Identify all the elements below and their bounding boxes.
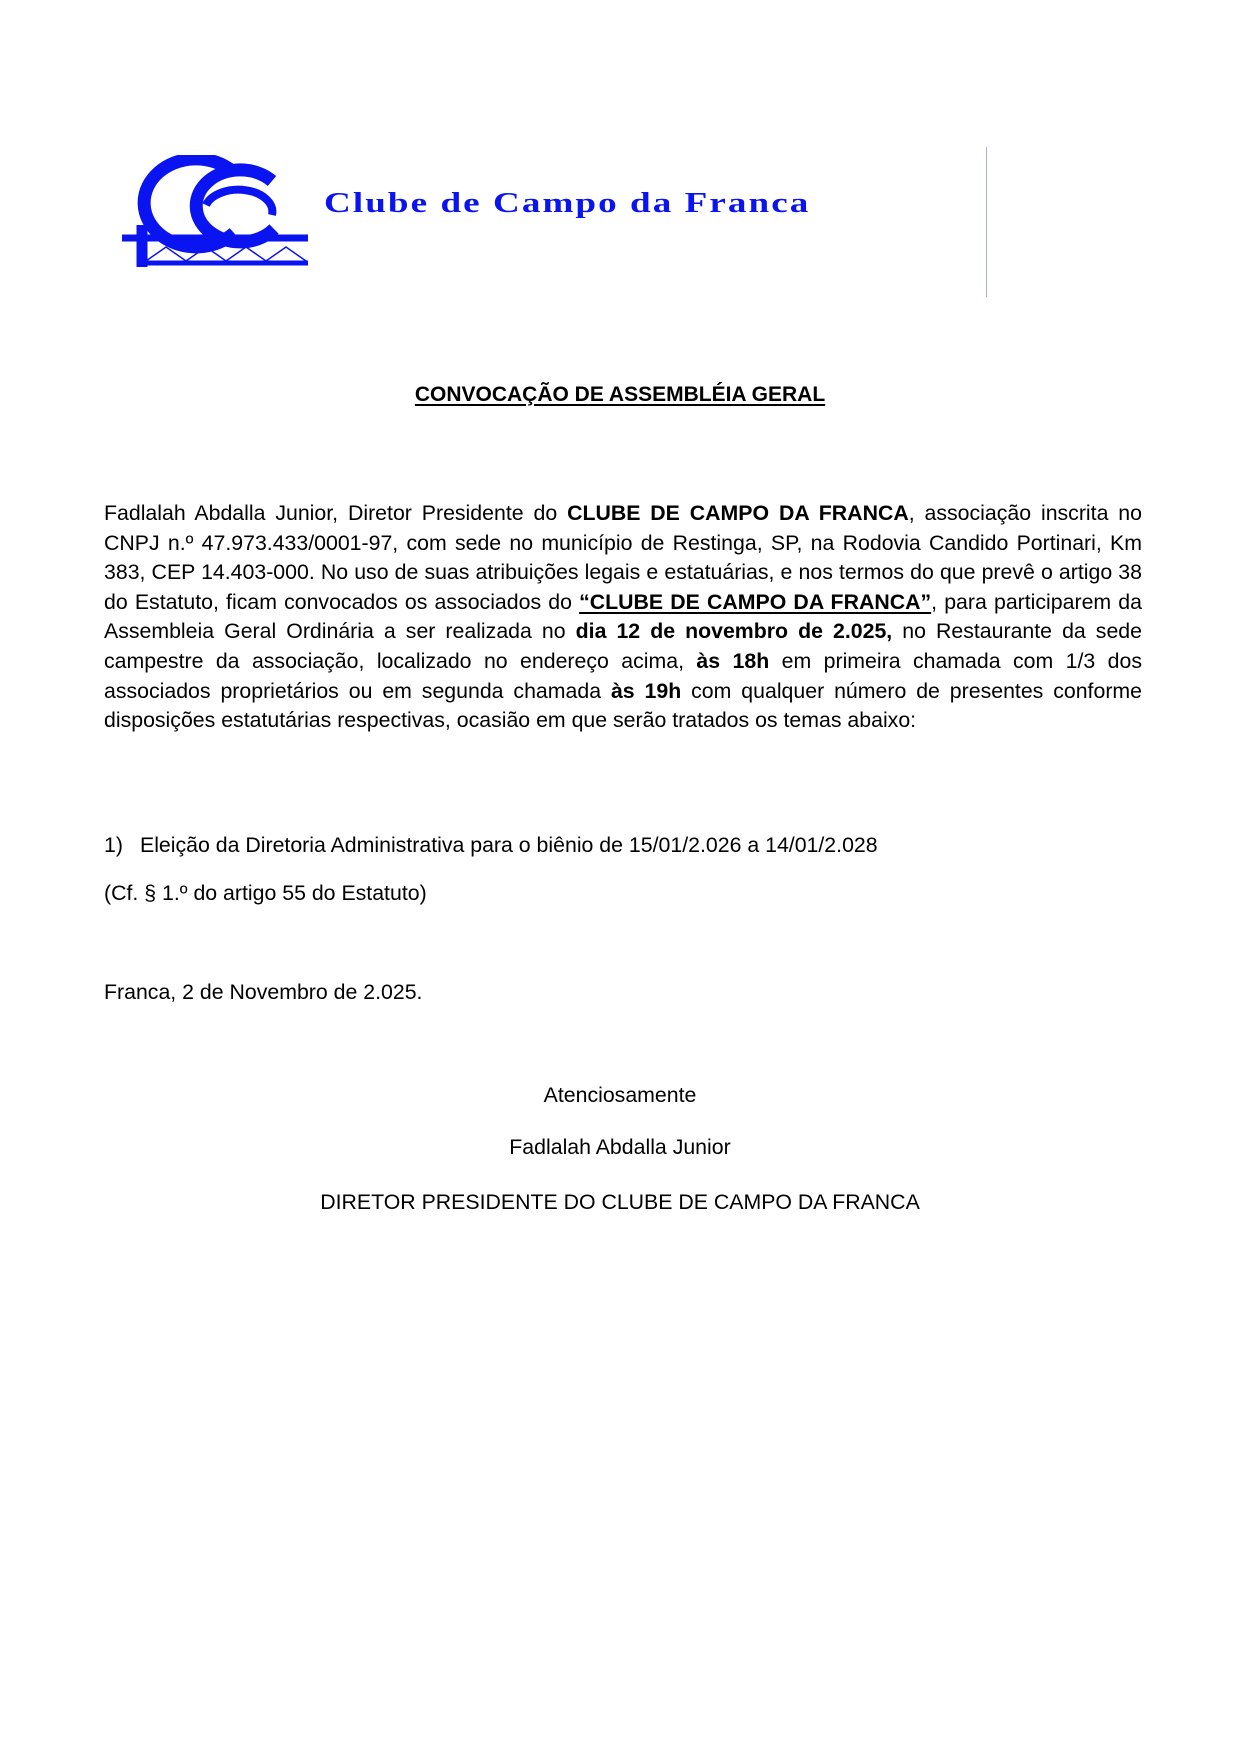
paragraph-segment: “CLUBE DE CAMPO DA FRANCA” [579, 589, 932, 614]
paragraph-segment: em primeira chamada com 1/3 dos associados proprietários ou em segunda chamada [104, 648, 1142, 703]
date-line: Franca, 2 de Novembro de 2.025. [104, 980, 423, 1004]
paragraph-segment: às 19h [610, 678, 682, 703]
club-name-logotype: Clube de Campo da Franca [324, 187, 811, 219]
paragraph-segment: dia 12 de novembro de 2.025, [575, 619, 893, 644]
paragraph-segment: Fadlalah Abdalla Junior, Diretor Presidente do [104, 501, 568, 525]
agenda-note: (Cf. § 1.º do artigo 55 do Estatuto) [104, 881, 427, 905]
club-logo-icon [122, 155, 308, 267]
paragraph-segment: no Restaurante da sede campestre da associação, localizado no endereço acima, [104, 619, 1142, 673]
header-divider [986, 147, 987, 297]
convocation-paragraph [104, 499, 1142, 736]
agenda-item [104, 833, 878, 858]
salutation: Atenciosamente [543, 1083, 697, 1107]
signatory-name: Fadlalah Abdalla Junior [509, 1135, 731, 1159]
paragraph-segment: com qualquer número de presentes conforme disposições estatutárias respectivas, ocasião em que serão tratados os temas abaixo: [104, 678, 1142, 733]
agenda-item-number: 1) [104, 833, 123, 857]
document-title: CONVOCAÇÃO DE ASSEMBLÉIA GERAL [414, 383, 826, 406]
paragraph-segment: , para participarem da Assembleia Geral Ordinária a ser realizada no [104, 589, 1142, 644]
paragraph-segment: , associação inscrita no CNPJ n.º 47.973.433/0001-97, com sede no município de Restinga, SP, na Rodovia Candido Portinari, Km 383, CEP 14.403-000. No uso de suas atribuições legais e estatuárias, e nos termos do que prevê o artigo 38 do Estatuto, ficam convocados os associados do [104, 501, 1142, 614]
paragraph-segment: às 18h [696, 648, 770, 673]
signatory-role: DIRETOR PRESIDENTE DO CLUBE DE CAMPO DA FRANCA [320, 1190, 920, 1214]
letterhead [0, 0, 1240, 300]
agenda-item-text: Eleição da Diretoria Administrativa para o biênio de 15/01/2.026 a 14/01/2.028 [140, 833, 878, 857]
paragraph-segment: CLUBE DE CAMPO DA FRANCA [567, 501, 909, 525]
